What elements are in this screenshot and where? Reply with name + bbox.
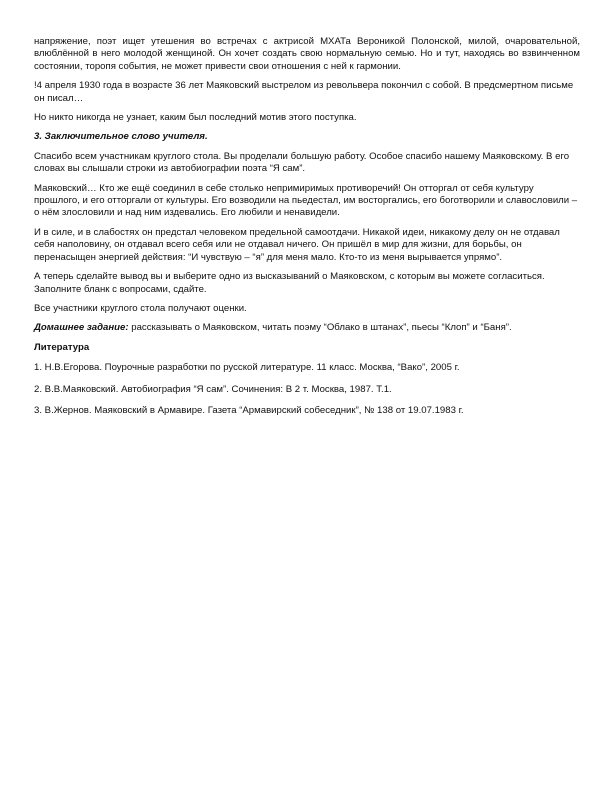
paragraph-self-devotion: И в силе, и в слабостях он предстал человеком предельной самоотдачи. Никакой идеи, никакому делу он не отдавал себя наполовину, он отдавал всего себя или не отдавал ничего. Он пришёл в мир для жизни, для борьбы, он перенасыщен энергией действия: “И чувствую – “я” для меня мало. Кто-то из меня вырывается упрямо”. bbox=[34, 226, 560, 263]
section-heading-teacher-word: 3. Заключительное слово учителя. bbox=[34, 131, 208, 143]
paragraph-grades: Все участники круглого стола получают оценки. bbox=[34, 302, 247, 314]
document-page bbox=[34, 36, 580, 426]
paragraph-thanks: Спасибо всем участникам круглого стола. Вы проделали большую работу. Особое спасибо нашему Маяковскому. В его словах вы слышали строки из автобиографии поэта “Я сам”. bbox=[34, 150, 570, 175]
paragraph-conclusion-task: А теперь сделайте вывод вы и выберите одно из высказываний о Маяковском, с которым вы можете согласиться. Заполните бланк с вопросами, сдайте. bbox=[34, 271, 545, 295]
literature-item: 2. В.В.Маяковский. Автобиография “Я сам”. Сочинения: В 2 т. Москва, 1987. Т.1. bbox=[34, 383, 392, 395]
paragraph-contradictions: Маяковский… Кто же ещё соединил в себе столько непримиримых противоречий! Он отторгал от себя культуру прошлого, и его отторгали от культуры. Его возводили на пьедестал, им восторгались, его боготворили и славословили – о нём злословили и над ним издевались. Его любили и ненавидели. bbox=[34, 182, 578, 219]
literature-title: Литература bbox=[34, 341, 90, 353]
homework-paragraph bbox=[34, 322, 580, 334]
paragraph-death: !4 апреля 1930 года в возрасте 36 лет Маяковский выстрелом из револьвера покончил с собой. В предсмертном письме он писал… bbox=[34, 80, 574, 104]
literature-item: 1. Н.В.Егорова. Поурочные разработки по русской литературе. 11 класс. Москва, “Вако”, 2005 г. bbox=[34, 362, 460, 374]
homework-text: рассказывать о Маяковском, читать поэму “Облако в штанах”, пьесы “Клоп” и “Баня”. bbox=[128, 322, 512, 334]
literature-item: 3. В.Жернов. Маяковский в Армавире. Газета “Армавирский собеседник”, № 138 от 19.07.1983 г. bbox=[34, 404, 464, 416]
homework-label: Домашнее задание: bbox=[34, 322, 129, 334]
paragraph-polonskaya: напряжение, поэт ищет утешения во встречах с актрисой МХАТа Вероникой Полонской, милой, очаровательной, влюблённой в него молодой женщиной. Он хочет создать свою нормальную семью. Но и тут, находясь во взвинченном состоянии, торопя события, не может привести свои отношения с ней к гармонии. bbox=[34, 36, 580, 72]
paragraph-motive: Но никто никогда не узнает, каким был последний мотив этого поступка. bbox=[34, 112, 357, 124]
